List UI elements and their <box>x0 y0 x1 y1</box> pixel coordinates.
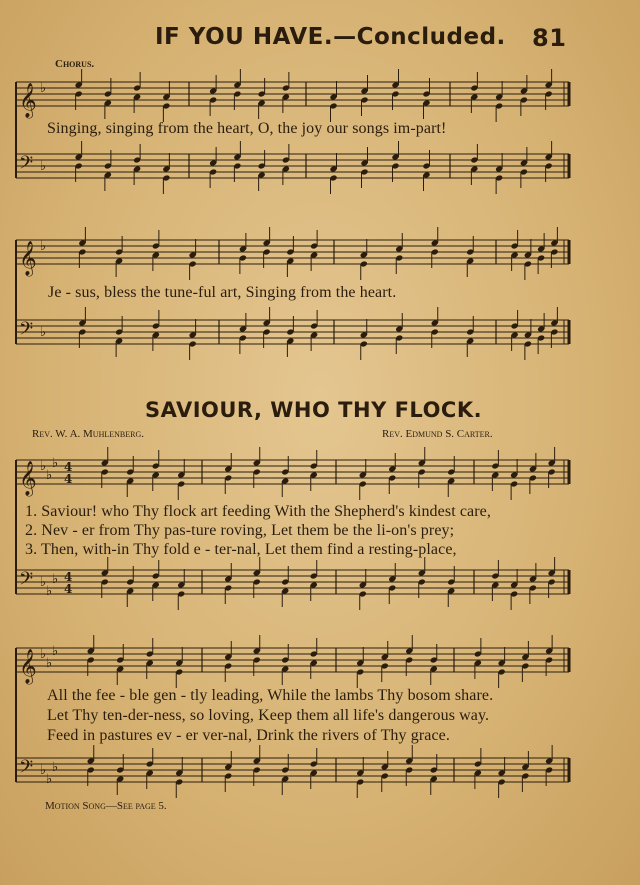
svg-text:♭: ♭ <box>40 647 47 662</box>
svg-text:4: 4 <box>64 582 73 596</box>
svg-text:♭: ♭ <box>40 81 47 96</box>
svg-text:♭: ♭ <box>40 763 47 778</box>
svg-text:4: 4 <box>64 460 73 474</box>
svg-text:4: 4 <box>64 472 73 486</box>
page-number: 81 <box>532 24 567 52</box>
footnote: Motion Song—See page 5. <box>45 800 167 812</box>
svg-text:𝄢: 𝄢 <box>19 757 34 782</box>
svg-text:𝄢: 𝄢 <box>19 569 34 594</box>
lyrics-system-2: Je - sus, bless the tune-ful art, Singing from the heart. <box>48 284 397 301</box>
svg-text:♭: ♭ <box>40 575 47 590</box>
svg-text:𝄞: 𝄞 <box>19 83 37 118</box>
verse-2-line-1: 2. Nev - er from Thy pas-ture roving, Let them be the li-on's prey; <box>25 522 455 539</box>
verse-3-line-2: Feed in pastures ev - er ver-nal, Drink the rivers of Thy grace. <box>47 727 450 744</box>
svg-text:♭: ♭ <box>52 572 59 587</box>
svg-text:𝄢: 𝄢 <box>19 319 34 344</box>
lyrics-system-1: Singing, singing from the heart, O, the joy our songs im-part! <box>47 120 447 137</box>
svg-text:♭: ♭ <box>46 584 53 599</box>
svg-text:𝄞: 𝄞 <box>19 461 37 496</box>
verse-3-line-1: 3. Then, with-in Thy fold e - ter-nal, Let them find a resting-place, <box>25 541 457 558</box>
svg-text:♭: ♭ <box>46 468 53 483</box>
svg-text:♭: ♭ <box>52 456 59 471</box>
author-music: Rev. Edmund S. Carter. <box>382 428 493 440</box>
svg-text:♭: ♭ <box>46 656 53 671</box>
section-label-chorus: Chorus. <box>55 58 95 70</box>
svg-text:𝄞: 𝄞 <box>19 241 37 276</box>
svg-text:♭: ♭ <box>52 644 59 659</box>
svg-text:♭: ♭ <box>46 772 53 787</box>
hymn-title: SAVIOUR, WHO THY FLOCK. <box>145 398 483 422</box>
verse-1-line-1: 1. Saviour! who Thy flock art feeding With the Shepherd's kindest care, <box>25 503 491 520</box>
running-title: IF YOU HAVE.—Concluded. <box>155 24 506 50</box>
svg-text:𝄢: 𝄢 <box>19 153 34 178</box>
svg-text:♭: ♭ <box>40 159 47 174</box>
svg-text:𝄞: 𝄞 <box>19 649 37 684</box>
svg-text:♭: ♭ <box>40 239 47 254</box>
svg-text:♭: ♭ <box>40 325 47 340</box>
verse-1-line-2: All the fee - ble gen - tly leading, While the lambs Thy bosom share. <box>47 687 494 704</box>
svg-text:4: 4 <box>64 570 73 584</box>
author-words: Rev. W. A. Muhlenberg. <box>32 428 144 440</box>
verse-2-line-2: Let Thy ten-der-ness, so loving, Keep them all life's dangerous way. <box>47 707 490 724</box>
svg-text:♭: ♭ <box>40 459 47 474</box>
svg-text:♭: ♭ <box>52 760 59 775</box>
